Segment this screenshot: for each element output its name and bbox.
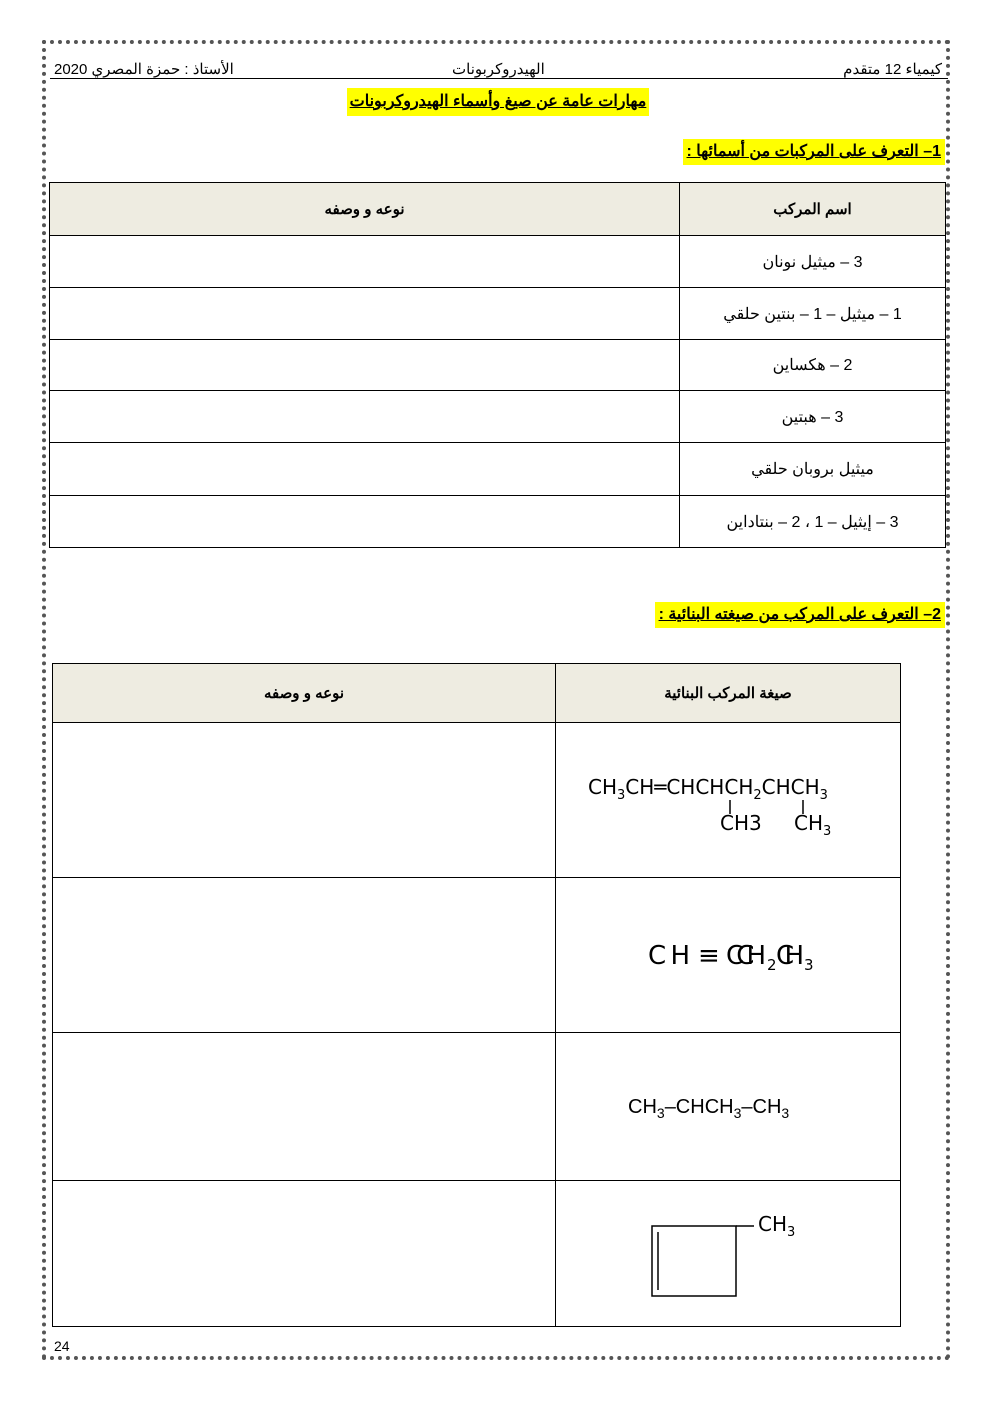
page-number: 24 <box>54 1338 70 1354</box>
svg-text:3: 3 <box>804 956 814 974</box>
formula-cell <box>556 1033 901 1181</box>
formula-text: CH <box>648 941 690 971</box>
table-header-row <box>50 183 946 236</box>
col-type-header: نوعه و وصفه <box>50 183 680 236</box>
names-table <box>49 182 946 548</box>
table-row <box>53 1181 901 1327</box>
compound-name: 3 – إيثيل – 1 ، 2 – بنتاداين <box>680 496 946 548</box>
compound-name: 3 – ميثيل نونان <box>680 236 946 288</box>
compound-name: 3 – هبتين <box>680 391 946 443</box>
table-row <box>50 288 946 340</box>
answer-cell[interactable] <box>50 443 680 496</box>
col-formula-header: صيغة المركب البنائية <box>556 664 901 723</box>
formula-branched-alkene <box>578 760 878 840</box>
branch-methyl: $CH_3$ <box>794 811 832 839</box>
table-row <box>50 443 946 496</box>
ring-shape <box>652 1226 736 1296</box>
formula-text: $CH_3-CHCH_3-CH_3$ <box>628 1095 790 1121</box>
answer-cell[interactable] <box>50 391 680 443</box>
header-course: كيمياء 12 متقدم <box>843 61 942 78</box>
answer-cell[interactable] <box>53 1033 556 1181</box>
svg-text:CH: CH <box>776 941 804 971</box>
section2-title: 2– التعرف على المركب من صيغته البنائية : <box>655 602 945 628</box>
branch-methyl: CH3 <box>720 811 762 835</box>
answer-cell[interactable] <box>50 496 680 548</box>
header-topic: الهيدروكربونات <box>452 61 545 78</box>
col-type-header: نوعه و وصفه <box>53 664 556 723</box>
col-name-header: اسم المركب <box>680 183 946 236</box>
answer-cell[interactable] <box>50 340 680 391</box>
table-row <box>53 878 901 1033</box>
table-row <box>50 391 946 443</box>
header-teacher: الأستاذ : حمزة المصري 2020 <box>54 61 234 78</box>
formula-alkyne <box>628 930 828 980</box>
header-divider <box>50 78 948 79</box>
answer-cell[interactable] <box>53 723 556 878</box>
table-row <box>50 496 946 548</box>
answer-cell[interactable] <box>50 288 680 340</box>
answer-cell[interactable] <box>53 1181 556 1327</box>
methyl-label: $CH_3$ <box>758 1211 796 1240</box>
table-row <box>50 340 946 391</box>
formula-cell <box>556 1181 901 1327</box>
compound-name: 1 – ميثيل – 1 – بنتين حلقي <box>680 288 946 340</box>
formula-cell <box>556 723 901 878</box>
formula-text: $CH_3CH═CHCHCH_2CHCH_3$ <box>588 775 828 803</box>
table-row <box>53 723 901 878</box>
answer-cell[interactable] <box>53 878 556 1033</box>
answer-cell[interactable] <box>50 236 680 288</box>
table-row <box>53 1033 901 1181</box>
compound-name: 2 – هكساين <box>680 340 946 391</box>
page-title: مهارات عامة عن صيغ وأسماء الهيدروكربونات <box>347 88 649 116</box>
formulas-table <box>52 663 901 1327</box>
svg-text:≡: ≡ <box>698 941 720 971</box>
table-header-row <box>53 664 901 723</box>
formula-cell <box>556 878 901 1033</box>
table-row <box>50 236 946 288</box>
svg-text:2: 2 <box>767 956 777 974</box>
formula-alkane <box>618 1087 838 1127</box>
compound-name: ميثيل بروبان حلقي <box>680 443 946 496</box>
svg-text:CCH: CCH <box>726 941 766 971</box>
formula-methylcyclobutene <box>638 1209 818 1299</box>
section1-title: 1– التعرف على المركبات من أسمائها : <box>683 139 945 165</box>
